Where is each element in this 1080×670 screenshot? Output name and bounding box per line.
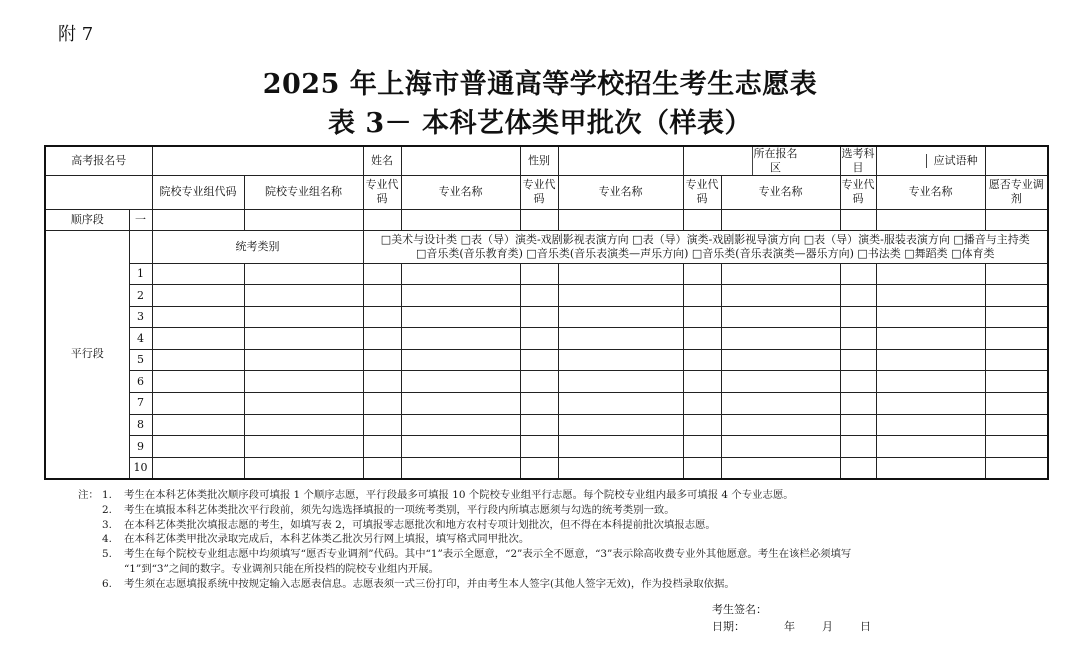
seq-major-name-4[interactable] xyxy=(876,209,985,230)
parallel-row xyxy=(45,263,1048,285)
row-number: 2 xyxy=(129,285,152,307)
group-code-header: 院校专业组代码 xyxy=(152,175,244,209)
adjust-cell[interactable] xyxy=(985,371,1048,393)
category-options[interactable] xyxy=(363,230,1048,263)
note-text: 考生在填报本科艺体类批次平行段前，须先勾选选择填报的一项统考类别，平行段内所填志愿须与勾选的统考类别一致。 xyxy=(124,503,675,516)
parallel-row xyxy=(45,436,1048,458)
row-number: 4 xyxy=(129,328,152,350)
category-spacer xyxy=(129,230,152,263)
form-title: 2025 年上海市普通高等学校招生考生志愿表 xyxy=(262,69,818,100)
row-number: 10 xyxy=(129,457,152,479)
lang-field[interactable] xyxy=(985,146,1048,175)
category-line-2[interactable]: □音乐类(音乐教育类) □音乐类(音乐表演类—声乐方向) □音乐类(音乐表演类—器乐方向) □书法类 □舞蹈类 □体育类 xyxy=(415,246,995,260)
parallel-row xyxy=(45,371,1048,393)
group-code-cell[interactable] xyxy=(152,263,244,285)
date-day-label: 日 xyxy=(860,620,871,633)
major-name-header-3: 专业名称 xyxy=(721,175,840,209)
district-field[interactable] xyxy=(683,146,840,175)
group-code-cell[interactable] xyxy=(152,371,244,393)
date-month-label: 月 xyxy=(822,620,833,633)
note-number: 2. xyxy=(102,503,112,516)
group-name-cell[interactable] xyxy=(244,414,363,436)
major-code-header-3: 专业代码 xyxy=(683,175,721,209)
group-name-cell[interactable] xyxy=(244,436,363,458)
seq-group-code[interactable] xyxy=(152,209,244,230)
note-item-6 xyxy=(78,577,1018,592)
group-name-cell[interactable] xyxy=(244,285,363,307)
category-line-1[interactable]: □美术与设计类 □表（导）演类-戏剧影视表演方向 □表（导）演类-戏剧影视导演方向 □表（导）演类-服装表演方向 □播音与主持类 xyxy=(380,232,1030,246)
row-number: 5 xyxy=(129,349,152,371)
adjust-cell[interactable] xyxy=(985,263,1048,285)
seq-major-code-2[interactable] xyxy=(520,209,558,230)
seq-major-code-1[interactable] xyxy=(363,209,401,230)
major-name-header-2: 专业名称 xyxy=(558,175,683,209)
date-year-label: 年 xyxy=(784,620,795,633)
application-form-table xyxy=(44,145,1049,480)
seq-major-name-3[interactable] xyxy=(721,209,840,230)
subject-field[interactable] xyxy=(876,146,985,175)
adjust-cell[interactable] xyxy=(985,285,1048,307)
note-text: 考生在本科艺体类批次顺序段可填报 1 个顺序志愿，平行段最多可填报 10 个院校专业组平行志愿。每个院校专业组内最多可填报 4 个专业志愿。 xyxy=(124,489,794,501)
group-code-cell[interactable] xyxy=(152,285,244,307)
lang-label: 应试语种 xyxy=(926,154,985,168)
group-name-cell[interactable] xyxy=(244,263,363,285)
gender-field[interactable] xyxy=(558,146,683,175)
note-number: 5. xyxy=(102,548,112,561)
seq-adjust[interactable] xyxy=(985,209,1048,230)
exam-no-label: 高考报名号 xyxy=(45,146,152,175)
note-item-5-continued: “1”到“3”之间的数字。专业调剂只能在所投档的院校专业组内开展。 xyxy=(124,562,440,575)
note-text: 考生在每个院校专业组志愿中均须填写“愿否专业调剂”代码。其中“1”表示全愿意，“2”表示全不愿意，“3”表示除高收费专业外其他愿意。考生在该栏必须填写 xyxy=(124,548,852,561)
parallel-row xyxy=(45,414,1048,436)
seq-major-name-1[interactable] xyxy=(401,209,520,230)
note-text: 在本科艺体类甲批次录取完成后，本科艺体类乙批次另行网上填报，填写格式同甲批次。 xyxy=(124,533,530,546)
attachment-label: 附 7 xyxy=(58,24,94,45)
date-field[interactable] xyxy=(712,618,871,634)
exam-no-field[interactable] xyxy=(152,146,363,175)
group-name-cell[interactable] xyxy=(244,371,363,393)
parallel-row xyxy=(45,457,1048,479)
subject-label: 选考科目 xyxy=(841,147,875,174)
adjust-cell[interactable] xyxy=(985,306,1048,328)
date-label: 日期： xyxy=(712,620,745,633)
adjust-cell[interactable] xyxy=(985,457,1048,479)
notes-prefix: 注： xyxy=(78,489,99,501)
adjust-cell[interactable] xyxy=(985,349,1048,371)
note-number: 1. xyxy=(102,489,112,501)
note-item-4 xyxy=(78,532,1018,547)
seq-major-code-3[interactable] xyxy=(683,209,721,230)
category-row xyxy=(45,230,1048,263)
sequential-row xyxy=(45,209,1048,230)
note-number: 4. xyxy=(102,533,112,546)
note-item-2 xyxy=(78,503,1018,518)
adjust-header: 愿否专业调剂 xyxy=(985,175,1048,209)
group-name-cell[interactable] xyxy=(244,349,363,371)
gender-label: 性别 xyxy=(520,146,558,175)
name-field[interactable] xyxy=(401,146,520,175)
group-code-cell[interactable] xyxy=(152,393,244,415)
note-item-5 xyxy=(78,547,1018,562)
parallel-row xyxy=(45,349,1048,371)
major-name-header-1: 专业名称 xyxy=(401,175,520,209)
category-label: 统考类别 xyxy=(152,230,363,263)
name-label: 姓名 xyxy=(363,146,401,175)
group-code-cell[interactable] xyxy=(152,328,244,350)
adjust-cell[interactable] xyxy=(985,414,1048,436)
adjust-cell[interactable] xyxy=(985,436,1048,458)
notes-section xyxy=(78,488,1018,591)
major-code-header-4: 专业代码 xyxy=(840,175,876,209)
row-number: 7 xyxy=(129,393,152,415)
signature-label: 考生签名： xyxy=(712,603,767,616)
major-code-header-2: 专业代码 xyxy=(520,175,558,209)
row-number: 8 xyxy=(129,414,152,436)
group-name-cell[interactable] xyxy=(244,393,363,415)
adjust-cell[interactable] xyxy=(985,328,1048,350)
group-code-cell[interactable] xyxy=(152,349,244,371)
note-number: 3. xyxy=(102,518,112,531)
parallel-row xyxy=(45,328,1048,350)
signature-field[interactable] xyxy=(712,601,767,617)
row-number: 1 xyxy=(129,263,152,285)
row-number: 9 xyxy=(129,436,152,458)
sequential-label: 顺序段 xyxy=(45,209,129,230)
group-code-cell[interactable] xyxy=(152,306,244,328)
seq-group-name[interactable] xyxy=(244,209,363,230)
group-code-cell[interactable] xyxy=(152,436,244,458)
header-row xyxy=(45,175,1048,209)
row-number: 3 xyxy=(129,306,152,328)
parallel-row xyxy=(45,393,1048,415)
note-item-1 xyxy=(78,488,1018,503)
row-number: 6 xyxy=(129,371,152,393)
major-code-header-1: 专业代码 xyxy=(363,175,401,209)
district-label: 所在报名区 xyxy=(753,147,798,174)
note-text: 在本科艺体类批次填报志愿的考生，如填写表 2，可填报零志愿批次和地方农村专项计划批次，但不得在本科提前批次填报志愿。 xyxy=(124,518,716,531)
note-number: 6. xyxy=(102,577,112,590)
info-row xyxy=(45,146,1048,175)
seq-major-name-2[interactable] xyxy=(558,209,683,230)
parallel-row xyxy=(45,306,1048,328)
group-name-cell[interactable] xyxy=(244,457,363,479)
major-name-header-4: 专业名称 xyxy=(876,175,985,209)
group-name-cell[interactable] xyxy=(244,306,363,328)
note-item-3 xyxy=(78,518,1018,533)
group-name-header: 院校专业组名称 xyxy=(244,175,363,209)
seq-major-code-4[interactable] xyxy=(840,209,876,230)
form-subtitle: 表 3－ 本科艺体类甲批次（样表） xyxy=(327,108,753,139)
note-text: 考生须在志愿填报系统中按规定输入志愿表信息。志愿表须一式三份打印，并由考生本人签字(其他人签字无效)，作为投档录取依据。 xyxy=(124,577,735,590)
group-code-cell[interactable] xyxy=(152,457,244,479)
parallel-label: 平行段 xyxy=(45,230,129,479)
header-blank xyxy=(45,175,152,209)
group-code-cell[interactable] xyxy=(152,414,244,436)
adjust-cell[interactable] xyxy=(985,393,1048,415)
sequential-index: 一 xyxy=(129,209,152,230)
parallel-row xyxy=(45,285,1048,307)
group-name-cell[interactable] xyxy=(244,328,363,350)
